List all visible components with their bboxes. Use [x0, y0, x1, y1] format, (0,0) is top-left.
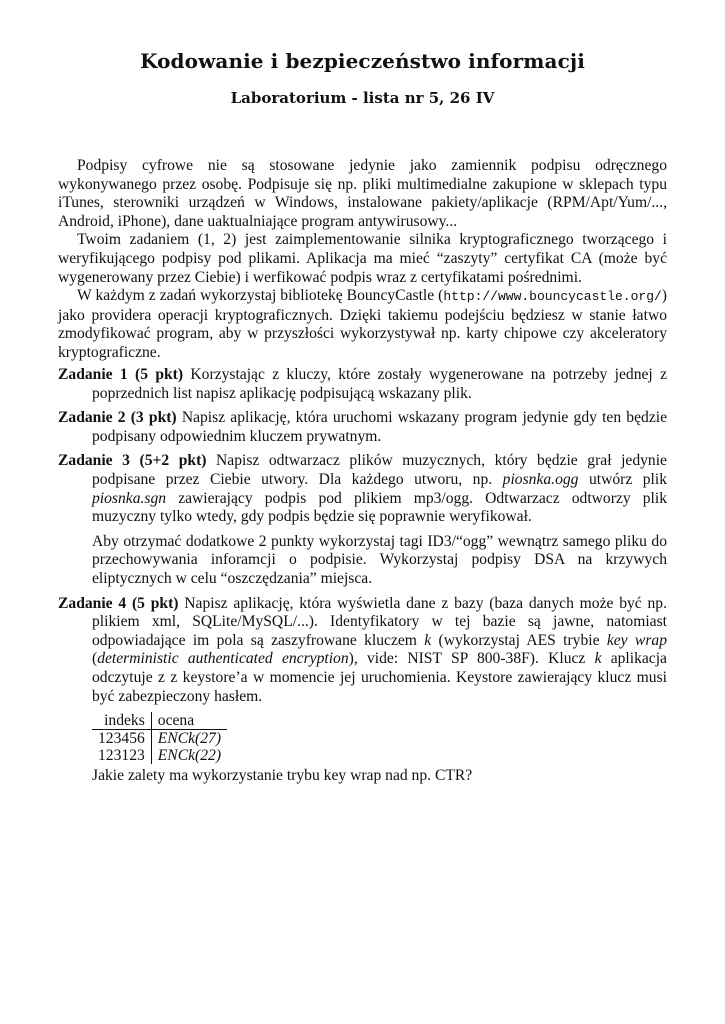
table-row	[92, 730, 227, 748]
task-4-text-d: ), vide: NIST SP 800-38F). Klucz	[348, 650, 595, 668]
intro-p3-before: W każdym z zadań wykorzystaj bibliotekę BouncyCastle (	[77, 287, 444, 305]
bouncycastle-url: http://www.bouncycastle.org/	[443, 289, 662, 305]
task-3-extra: Aby otrzymać dodatkowe 2 punkty wykorzystaj tagi ID3/“ogg” wewnątrz samego pliku do przechowywania inforamcji o podpisie. Wykorzystaj podpisy DSA na krzywych eliptycznych w celu “oszczędzania” miejsca.	[92, 532, 667, 587]
task-4-question: Jakie zalety ma wykorzystanie trybu key wrap nad np. CTR?	[92, 767, 473, 785]
header-ocena: ocena	[151, 712, 227, 730]
task-4-key-k-2: k	[594, 650, 602, 668]
intro-paragraph-3	[58, 287, 667, 362]
task-4-mode-full: deterministic authenticated encryption	[97, 650, 349, 668]
header-indeks: indeks	[92, 712, 151, 730]
task-4-text-a: Napisz aplikację, która wyświetla dane z bazy (baza danych może być np. plikiem xml, SQLite/MySQL/...). Identyfikatory w tej bazie są jawne, natomiast odpowiadające im pola są zaszyfrowane kluczem	[92, 594, 667, 649]
document-title: Kodowanie i bezpieczeństwo informacji	[140, 49, 585, 73]
task-4-text-c: (	[92, 650, 98, 668]
document-subtitle: Laboratorium - lista nr 5, 26 IV	[230, 89, 495, 107]
task-4-text-e: aplikacja odczytuje z z keystore’a w momencie jej uruchomienia. Keystore zawierający klucz musi być zabezpieczony hasłem.	[92, 650, 667, 705]
intro-paragraph-2: Twoim zadaniem (1, 2) jest zaimplementowanie silnika kryptograficznego tworzącego i weryfikującego podpisy pod plikami. Aplikacja ma mieć “zaszyty” certyfikat CA (może być wygenerowany przez Ciebie) i werfikować podpis wraz z certyfikatami pośrednimi.	[58, 231, 667, 286]
task-3-label: Zadanie 3 (5+2 pkt)	[58, 452, 207, 470]
row-2-indeks: 123123	[92, 747, 151, 764]
task-3-text-c: zawierający podpis pod plikiem mp3/ogg. Odtwarzacz odtworzy plik muzyczny tylko wtedy, gdy podpis będzie się poprawnie weryfikował.	[92, 489, 667, 526]
row-1-indeks: 123456	[92, 730, 151, 748]
intro-paragraph-1: Podpisy cyfrowe nie są stosowane jedynie jako zamiennik podpisu odręcznego wykonywanego przez osobę. Podpisuje się np. pliki multimedialne zakupione w sklepach typu iTunes, sterowniki urządzeń w Windows, instalowane pakiety/aplikacje (RPM/Apt/Yum/..., Android, iPhone), dane uaktualniające program antywirusowy...	[58, 157, 667, 230]
intro-p3-after: ) jako providera operacji kryptograficznych. Dzięki takiemu podejściu będziesz w stanie łatwo zmodyfikować program, aby w przyszłości wykorzystywał np. karty chipowe czy akceleratory kryptograficzne.	[58, 287, 667, 361]
task-1	[58, 366, 667, 403]
row-1-ocena: ENCk(27)	[157, 730, 222, 748]
task-4-text-b: (wykorzystaj AES trybie	[431, 631, 607, 649]
intro-section	[58, 157, 667, 363]
task-3-file-ogg: piosnka.ogg	[502, 470, 579, 488]
task-3	[58, 452, 667, 526]
task-3-text-a: Napisz odtwarzacz plików muzycznych, który będzie grał jedynie podpisane przez Ciebie utwory. Dla każdego utworu, np.	[92, 452, 667, 488]
grades-table-header	[92, 712, 227, 730]
grades-table	[92, 712, 227, 764]
task-4-label: Zadanie 4 (5 pkt)	[58, 594, 179, 612]
task-3-file-sgn: piosnka.sgn	[92, 489, 167, 507]
task-4-mode: key wrap	[606, 631, 667, 649]
task-4-key-k: k	[424, 631, 432, 649]
task-4	[58, 595, 667, 707]
task-1-text: Korzystając z kluczy, które zostały wygenerowane na potrzeby jednej z poprzednich list napisz aplikację podpisującą wskazany plik.	[92, 366, 667, 402]
tasks-section	[58, 366, 667, 786]
task-1-label: Zadanie 1 (5 pkt)	[58, 366, 184, 383]
table-row	[92, 747, 227, 764]
row-2-ocena: ENCk(22)	[157, 747, 222, 765]
task-3-text-b: utwórz plik	[578, 470, 667, 488]
task-2	[58, 409, 667, 446]
task-2-label: Zadanie 2 (3 pkt)	[58, 409, 177, 427]
task-2-text: Napisz aplikację, która uruchomi wskazany program jedynie gdy ten będzie podpisany odpowiednim kluczem prywatnym.	[92, 409, 668, 445]
